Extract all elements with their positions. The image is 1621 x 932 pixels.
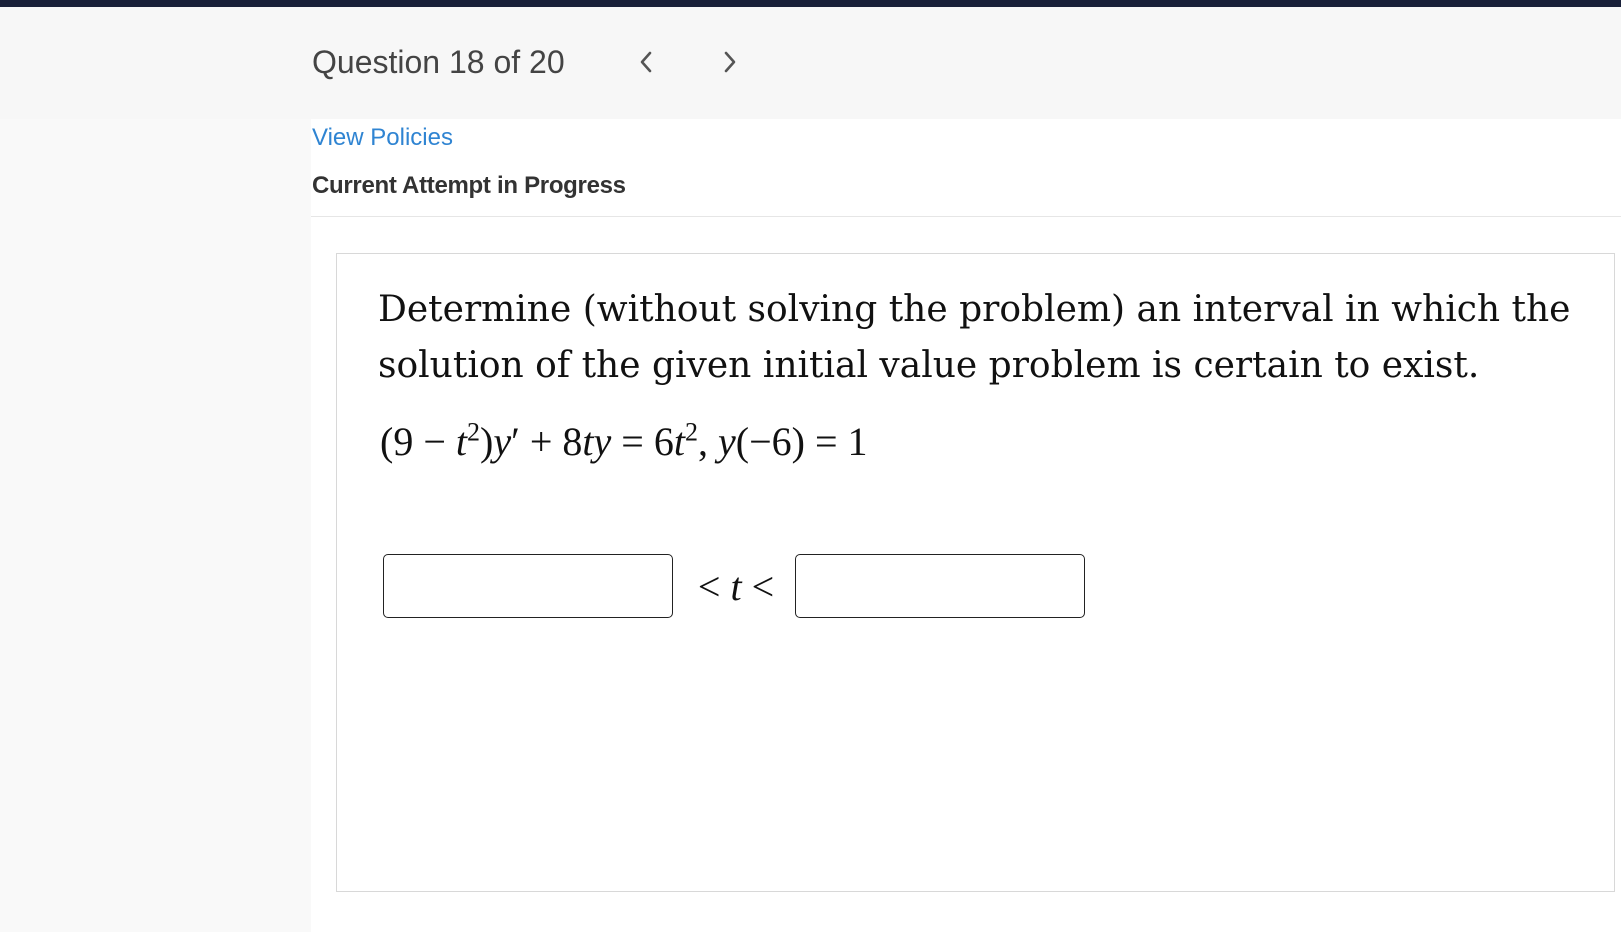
- eq-exponent: 2: [684, 417, 698, 447]
- next-question-button[interactable]: [712, 44, 748, 80]
- eq-part: ′: [511, 419, 520, 464]
- upper-bound-input[interactable]: [795, 554, 1085, 618]
- question-counter: Question 18 of 20: [312, 44, 565, 80]
- question-card: [336, 253, 1615, 892]
- top-bar: [0, 0, 1621, 7]
- eq-var: y: [717, 419, 736, 464]
- eq-var: y: [493, 419, 512, 464]
- inequality-label: [677, 554, 795, 618]
- eq-part: ): [480, 419, 494, 464]
- eq-var: t: [673, 419, 685, 464]
- differential-equation: [380, 417, 868, 467]
- lower-bound-input[interactable]: [383, 554, 673, 618]
- eq-part: ,: [697, 419, 718, 464]
- eq-part: (9 −: [380, 419, 456, 464]
- eq-var: t: [455, 419, 468, 464]
- left-sidebar: [0, 119, 311, 932]
- ineq-symbol: <: [751, 563, 775, 609]
- eq-var: ty: [582, 419, 612, 464]
- attempt-status: Current Attempt in Progress: [312, 172, 626, 199]
- ineq-var: t: [730, 563, 742, 609]
- chevron-right-icon: [722, 49, 738, 75]
- question-prompt: Determine (without solving the problem) an interval in which the solution of the given initial value problem is certain to exist.: [378, 289, 1571, 386]
- eq-part: (−6) = 1: [735, 419, 868, 464]
- view-policies-link[interactable]: View Policies: [312, 124, 453, 151]
- ineq-symbol: <: [697, 563, 721, 609]
- header-band: [0, 7, 1621, 119]
- divider: [311, 216, 1621, 217]
- eq-part: + 8: [519, 419, 583, 464]
- eq-part: = 6: [611, 419, 674, 464]
- previous-question-button[interactable]: [628, 44, 664, 80]
- eq-exponent: 2: [467, 417, 481, 447]
- chevron-left-icon: [638, 49, 654, 75]
